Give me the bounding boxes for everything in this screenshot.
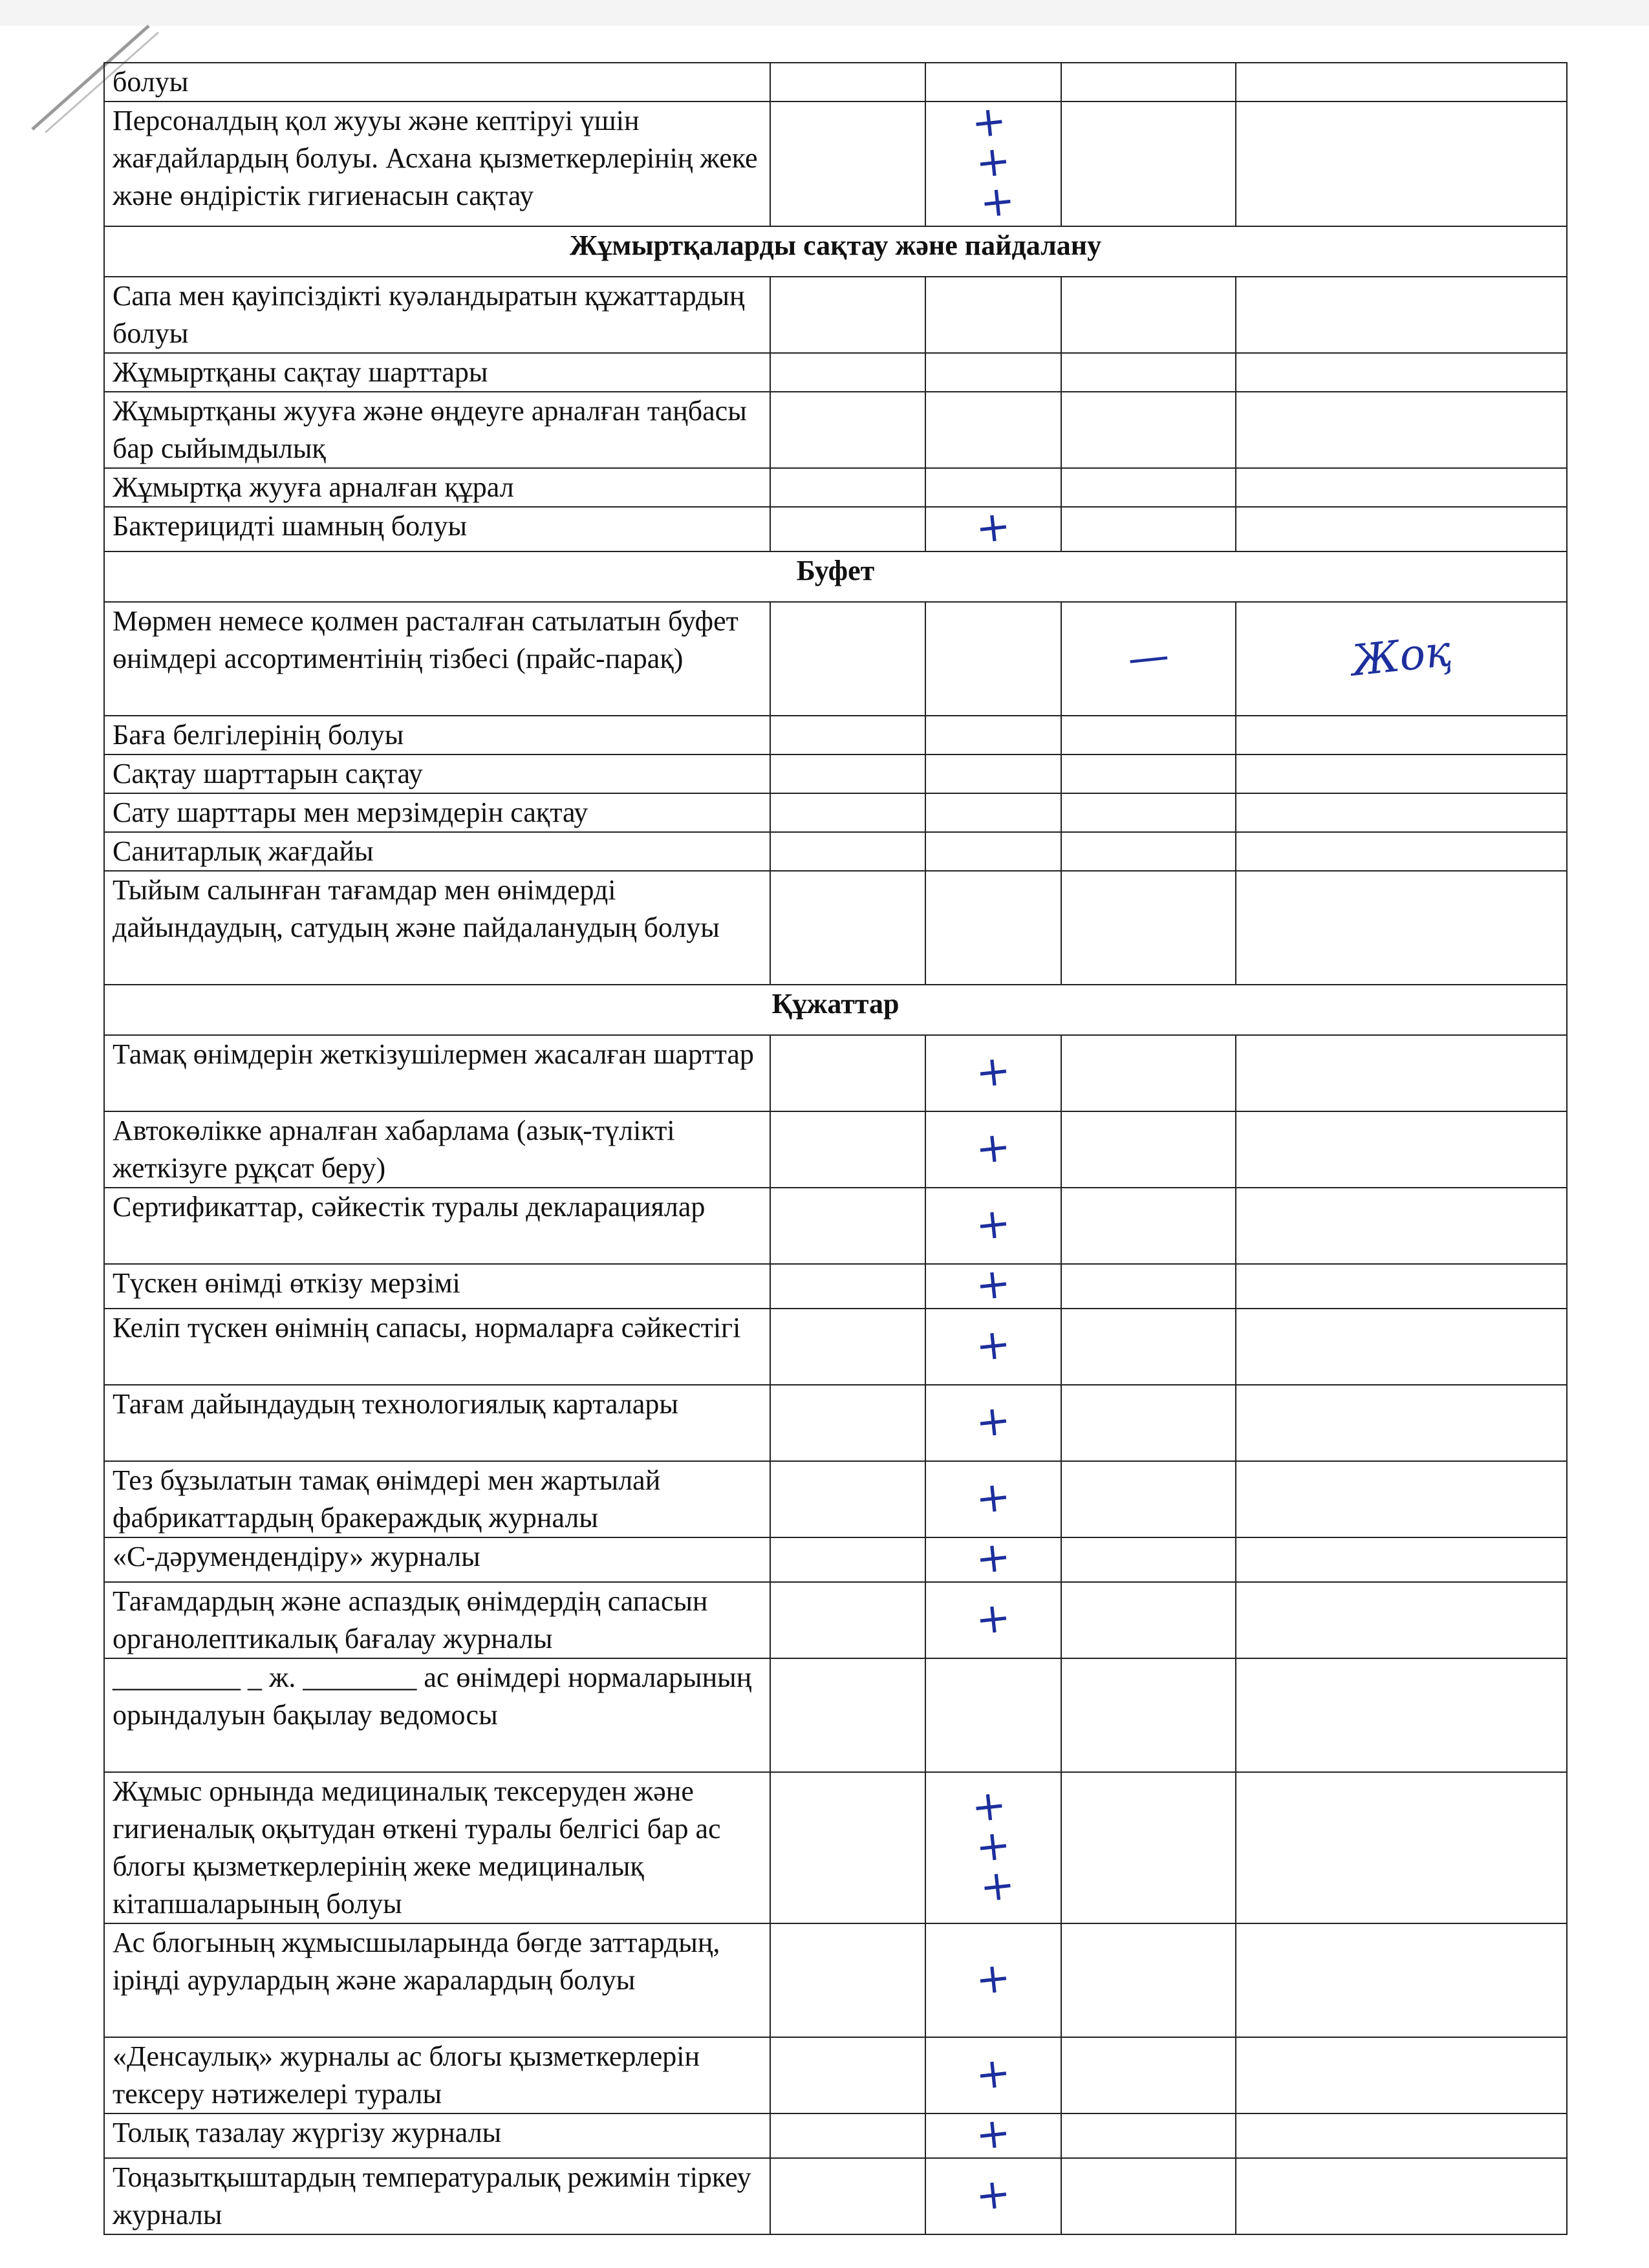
- empty-cell: [770, 1264, 925, 1309]
- section-title: Құжаттар: [104, 985, 1567, 1035]
- handwritten-dash: [1061, 832, 1236, 871]
- handwritten-dash: [1061, 353, 1236, 392]
- empty-cell: [770, 2113, 925, 2158]
- handwritten-dash: [1061, 1385, 1236, 1461]
- checklist-row: [104, 716, 1567, 754]
- handwritten-dash: [1061, 2113, 1236, 2158]
- requirement-text: Тыйым салынған тағамдар мен өнімдерді дайындаудың, сатудың және пайдаланудың болуы: [104, 871, 770, 985]
- requirement-text: Жұмыртқаны сақтау шарттары: [104, 353, 770, 392]
- handwritten-note: [1236, 1923, 1567, 2037]
- empty-cell: [770, 2158, 925, 2234]
- handwriting: +: [973, 2168, 1013, 2221]
- checklist-row: [104, 1658, 1567, 1772]
- handwritten-note: [1236, 1537, 1567, 1582]
- handwriting: +: [973, 1198, 1013, 1250]
- handwritten-mark: [925, 1309, 1061, 1385]
- requirement-text: Жұмыртқаны жууға және өңдеуге арналған таңбасы бар сыйымдылық: [104, 392, 770, 468]
- handwriting: Жоқ: [1349, 626, 1454, 686]
- requirement-text: Баға белгілерінің болуы: [104, 716, 770, 754]
- checklist-row: [104, 277, 1567, 353]
- checklist-row: [104, 468, 1567, 507]
- section-row: [104, 551, 1567, 602]
- handwritten-mark: [925, 716, 1061, 754]
- empty-cell: [770, 468, 925, 507]
- empty-cell: [770, 1385, 925, 1461]
- checklist-row: [104, 754, 1567, 793]
- empty-cell: [770, 392, 925, 468]
- requirement-text: Тамақ өнімдерін жеткізушілермен жасалған шарттар: [104, 1035, 770, 1111]
- handwritten-mark: [925, 2108, 1061, 2160]
- checklist-row: [104, 832, 1567, 871]
- handwritten-mark: [925, 871, 1061, 985]
- handwritten-note: [1236, 1264, 1567, 1309]
- empty-cell: [770, 716, 925, 754]
- checklist-row: [104, 1111, 1567, 1188]
- requirement-text: Сату шарттары мен мерзімдерін сақтау: [104, 793, 770, 832]
- requirement-text: Сертификаттар, сәйкестік туралы декларациялар: [104, 1188, 770, 1264]
- checklist-row: [104, 1309, 1567, 1385]
- requirement-text: Толық тазалау жүргізу журналы: [104, 2113, 770, 2158]
- handwritten-dash: [1061, 507, 1236, 551]
- handwritten-note: [1236, 716, 1567, 754]
- handwritten-mark: [925, 1532, 1061, 1584]
- checklist-row: [104, 1537, 1567, 1582]
- empty-cell: [770, 353, 925, 392]
- handwritten-dash: [1061, 1264, 1236, 1309]
- handwritten-note: [1236, 1658, 1567, 1772]
- handwritten-mark: [925, 1111, 1061, 1188]
- empty-cell: [770, 507, 925, 551]
- checklist-row: [104, 392, 1567, 468]
- requirement-text: Ас блогының жұмысшыларында бөгде заттардың, іріңді аурулардың және жаралардың болуы: [104, 1923, 770, 2037]
- handwritten-dash: [1061, 1309, 1236, 1385]
- handwritten-dash: [1061, 1461, 1236, 1537]
- handwritten-mark: [925, 2037, 1061, 2113]
- handwriting: +: [973, 1045, 1013, 1098]
- handwriting: +: [973, 1122, 1013, 1174]
- empty-cell: [770, 1658, 925, 1772]
- checklist-row: [104, 102, 1567, 226]
- handwritten-dash: [1061, 1772, 1236, 1923]
- empty-cell: [770, 1537, 925, 1582]
- handwritten-note: [1236, 353, 1567, 392]
- checklist-row: [104, 1188, 1567, 1264]
- section-row: [104, 226, 1567, 277]
- handwriting: +: [973, 2048, 1013, 2100]
- handwritten-note: [1236, 63, 1567, 102]
- section-title: Буфет: [104, 551, 1567, 602]
- handwritten-dash: [1061, 468, 1236, 507]
- handwritten-note: [1236, 102, 1567, 226]
- handwritten-mark: [925, 1923, 1061, 2037]
- empty-cell: [770, 1461, 925, 1537]
- requirement-text: Тез бұзылатын тамақ өнімдері мен жартылай фабрикаттардың бракераждық журналы: [104, 1461, 770, 1537]
- handwritten-mark: [925, 754, 1061, 793]
- handwritten-note: [1236, 1035, 1567, 1111]
- checklist-row: [104, 2113, 1567, 2158]
- handwritten-dash: [1061, 602, 1236, 716]
- handwritten-dash: [1061, 1923, 1236, 2037]
- empty-cell: [770, 602, 925, 716]
- handwritten-dash: [1061, 1035, 1236, 1111]
- handwritten-mark: [925, 1461, 1061, 1537]
- handwritten-mark: [925, 2158, 1061, 2234]
- handwritten-dash: [1061, 793, 1236, 832]
- checklist-row: [104, 871, 1567, 985]
- handwritten-mark: [925, 96, 1061, 228]
- handwritten-dash: [1061, 392, 1236, 468]
- checklist-row: [104, 602, 1567, 716]
- checklist-row: [104, 2037, 1567, 2113]
- handwritten-dash: [1061, 277, 1236, 353]
- handwritten-mark: [925, 63, 1061, 102]
- scan-edge: [0, 0, 1649, 26]
- handwritten-dash: [1061, 716, 1236, 754]
- requirement-text: Сақтау шарттарын сақтау: [104, 754, 770, 793]
- handwriting: +: [973, 1471, 1013, 1524]
- checklist-row: [104, 1264, 1567, 1309]
- requirement-text: Бактерицидті шамның болуы: [104, 507, 770, 551]
- handwriting: + + +: [969, 1781, 1018, 1912]
- handwritten-note: [1236, 1461, 1567, 1537]
- handwritten-dash: [1061, 1537, 1236, 1582]
- handwritten-mark: [925, 1188, 1061, 1264]
- requirement-text: _________ _ ж. ________ ас өнімдері нормаларының орындалуын бақылау ведомосы: [104, 1658, 770, 1772]
- handwriting: —: [1125, 631, 1172, 683]
- checklist-row: [104, 1582, 1567, 1658]
- empty-cell: [770, 63, 925, 102]
- checklist-row: [104, 507, 1567, 551]
- checklist-row: [104, 1035, 1567, 1111]
- section-row: [104, 985, 1567, 1035]
- checklist-row: [104, 1385, 1567, 1461]
- checklist-table: [103, 62, 1568, 2235]
- handwriting: +: [973, 502, 1013, 553]
- handwritten-dash: [1061, 63, 1236, 102]
- empty-cell: [770, 1582, 925, 1658]
- handwritten-note: [1236, 1772, 1567, 1923]
- handwritten-note: [1236, 793, 1567, 832]
- handwritten-note: [1236, 507, 1567, 551]
- handwritten-dash: [1061, 1582, 1236, 1658]
- requirement-text: Сапа мен қауіпсіздікті куәландыратын құжаттардың болуы: [104, 277, 770, 353]
- handwritten-mark: [925, 1035, 1061, 1111]
- requirement-text: Автокөлікке арналған хабарлама (азық-түлікті жеткізуге рұқсат беру): [104, 1111, 770, 1188]
- requirement-text: Тағам дайындаудың технологиялық карталары: [104, 1385, 770, 1461]
- requirement-text: Санитарлық жағдайы: [104, 832, 770, 871]
- handwritten-mark: [925, 502, 1061, 553]
- handwriting: +: [973, 2108, 1013, 2160]
- handwritten-mark: [925, 1582, 1061, 1658]
- handwritten-dash: [1061, 2037, 1236, 2113]
- handwritten-note: [1236, 1582, 1567, 1658]
- empty-cell: [770, 793, 925, 832]
- handwritten-mark: [925, 392, 1061, 468]
- requirement-text: Тағамдардың және аспаздық өнімдердің сапасын органолептикалық бағалау журналы: [104, 1582, 770, 1658]
- handwritten-note: [1236, 1309, 1567, 1385]
- checklist-row: [104, 1923, 1567, 2037]
- handwritten-dash: [1061, 102, 1236, 226]
- handwriting: +: [973, 1532, 1013, 1584]
- checklist-row: [104, 1772, 1567, 1923]
- handwritten-note: [1236, 277, 1567, 353]
- handwritten-dash: [1061, 1658, 1236, 1772]
- empty-cell: [770, 832, 925, 871]
- handwriting: +: [973, 1259, 1013, 1311]
- handwritten-mark: [925, 1772, 1061, 1923]
- handwritten-note: [1236, 871, 1567, 985]
- requirement-text: «С-дәрумендендіру» журналы: [104, 1537, 770, 1582]
- handwritten-dash: [1061, 2158, 1236, 2234]
- handwritten-note: [1236, 2158, 1567, 2234]
- checklist-row: [104, 1461, 1567, 1537]
- handwritten-mark: [925, 1259, 1061, 1311]
- handwritten-dash: [1061, 871, 1236, 985]
- requirement-text: болуы: [104, 63, 770, 102]
- handwritten-note: [1236, 2037, 1567, 2113]
- handwritten-mark: [925, 353, 1061, 392]
- handwriting: +: [973, 1319, 1013, 1371]
- handwritten-mark: [925, 1385, 1061, 1461]
- requirement-text: Түскен өнімді өткізу мерзімі: [104, 1264, 770, 1309]
- handwritten-note: [1236, 602, 1567, 716]
- handwriting: +: [973, 1592, 1013, 1645]
- checklist-row: [104, 353, 1567, 392]
- handwritten-mark: [925, 277, 1061, 353]
- requirement-text: «Денсаулық» журналы ас блогы қызметкерлерін тексеру нәтижелері туралы: [104, 2037, 770, 2113]
- empty-cell: [770, 1111, 925, 1188]
- empty-cell: [770, 1772, 925, 1923]
- requirement-text: Тоңазытқыштардың температуралық режимін тіркеу журналы: [104, 2158, 770, 2234]
- requirement-text: Жұмыртқа жууға арналған құрал: [104, 468, 770, 507]
- handwritten-note: [1236, 2113, 1567, 2158]
- handwritten-note: [1236, 1385, 1567, 1461]
- handwriting: + + +: [969, 96, 1018, 228]
- handwritten-note: [1236, 1111, 1567, 1188]
- empty-cell: [770, 102, 925, 226]
- empty-cell: [770, 277, 925, 353]
- handwriting: +: [973, 1952, 1013, 2005]
- handwritten-mark: [925, 1658, 1061, 1772]
- checklist-row: [104, 793, 1567, 832]
- empty-cell: [770, 2037, 925, 2113]
- handwritten-dash: [1061, 754, 1236, 793]
- handwritten-note: [1236, 468, 1567, 507]
- handwritten-mark: [925, 793, 1061, 832]
- requirement-text: Мөрмен немесе қолмен расталған сатылатын буфет өнімдері ассортиментінің тізбесі (прайс-парақ): [104, 602, 770, 716]
- handwritten-note: [1236, 1188, 1567, 1264]
- requirement-text: Жұмыс орнында медициналық тексеруден және гигиеналық оқытудан өткені туралы белгісі бар ас блогы қызметкерлерінің жеке медициналық кітапшаларының болуы: [104, 1772, 770, 1923]
- handwritten-mark: [925, 468, 1061, 507]
- empty-cell: [770, 871, 925, 985]
- requirement-text: Келіп түскен өнімнің сапасы, нормаларға сәйкестігі: [104, 1309, 770, 1385]
- empty-cell: [770, 1188, 925, 1264]
- empty-cell: [770, 1923, 925, 2037]
- handwriting: +: [973, 1395, 1013, 1448]
- handwritten-dash: [1061, 1111, 1236, 1188]
- handwritten-note: [1236, 754, 1567, 793]
- checklist-row: [104, 2158, 1567, 2234]
- empty-cell: [770, 754, 925, 793]
- handwritten-mark: [925, 602, 1061, 716]
- empty-cell: [770, 1035, 925, 1111]
- handwritten-note: [1236, 392, 1567, 468]
- empty-cell: [770, 1309, 925, 1385]
- handwritten-dash: [1061, 1188, 1236, 1264]
- checklist-row: [104, 63, 1567, 102]
- handwritten-mark: [925, 832, 1061, 871]
- section-title: Жұмыртқаларды сақтау және пайдалану: [104, 226, 1567, 277]
- requirement-text: Персоналдың қол жууы және кептіруі үшін жағдайлардың болуы. Асхана қызметкерлерінің жеке және өндірістік гигиенасын сақтау: [104, 102, 770, 226]
- handwritten-note: [1236, 832, 1567, 871]
